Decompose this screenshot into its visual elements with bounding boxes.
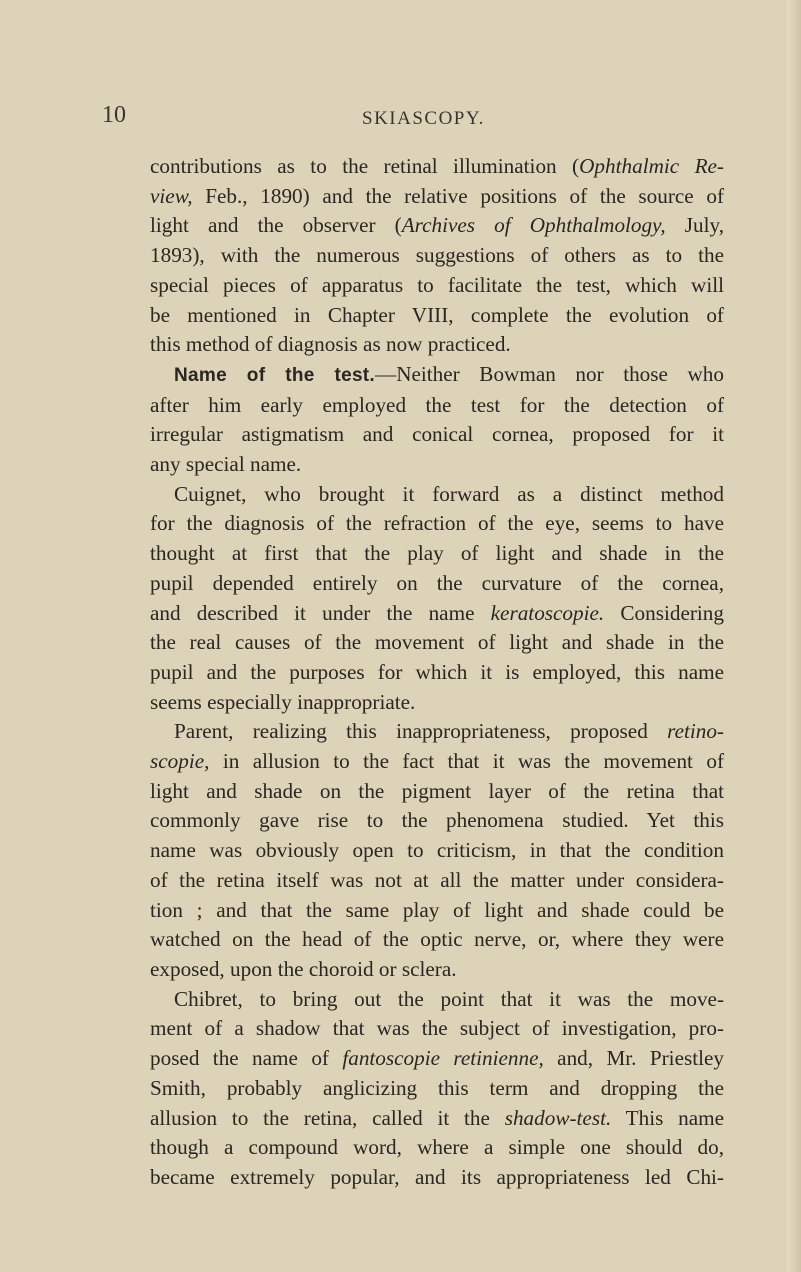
text-line: pupil and the purposes for which it is employed, this name — [150, 659, 724, 684]
text-line: this method of diagnosis as now practiced. — [150, 332, 511, 357]
text-line: Cuignet, who brought it forward as a distinct method — [174, 481, 724, 506]
text-line: exposed, upon the choroid or sclera. — [150, 956, 457, 981]
paragraph — [150, 985, 724, 1193]
paragraph — [150, 480, 724, 718]
text-line: though a compound word, where a simple one should do, — [150, 1135, 724, 1160]
text-line: seems especially inappropriate. — [150, 689, 416, 714]
text-line: thought at first that the play of light and shade in the — [150, 541, 724, 566]
page-number: 10 — [102, 102, 126, 128]
paragraph — [150, 152, 724, 360]
text-line: Name of the test.—Neither Bowman nor those who — [174, 361, 724, 386]
paragraph — [150, 717, 724, 984]
text-line: of the retina itself was not at all the matter under considera- — [150, 867, 724, 892]
running-head: SKIASCOPY. — [362, 108, 485, 129]
text-line: any special name. — [150, 452, 302, 477]
text-line: contributions as to the retinal illumination (Ophthalmic Re- — [150, 154, 724, 178]
text-line: view, Feb., 1890) and the relative positions of the source of — [150, 183, 724, 208]
text-line: watched on the head of the optic nerve, or, where they were — [150, 927, 724, 952]
text-line: allusion to the retina, called it the shadow-test. This name — [150, 1105, 724, 1130]
text-line: and described it under the name keratoscopie. Considering — [150, 600, 724, 625]
text-line: after him early employed the test for the detection of — [150, 392, 724, 417]
text-line: irregular astigmatism and conical cornea, proposed for it — [150, 422, 724, 447]
section-heading: Name of the test. — [174, 364, 376, 386]
text-line: became extremely popular, and its appropriateness led Chi- — [150, 1164, 724, 1189]
text-line: Parent, realizing this inappropriateness, proposed retino- — [174, 719, 724, 744]
text-line: Smith, probably anglicizing this term and dropping the — [150, 1075, 724, 1100]
text-line: special pieces of apparatus to facilitate the test, which will — [150, 272, 724, 297]
text-line: light and shade on the pigment layer of the retina that — [150, 778, 724, 803]
text-line: 1893), with the numerous suggestions of others as to the — [150, 243, 724, 268]
page-edge — [787, 0, 801, 1272]
text-line: the real causes of the movement of light and shade in the — [150, 630, 724, 655]
text-line: scopie, in allusion to the fact that it was the movement of — [150, 749, 724, 774]
text-line: light and the observer (Archives of Ophthalmology, July, — [150, 213, 724, 238]
text-line: name was obviously open to criticism, in that the condition — [150, 838, 724, 863]
paragraph — [150, 360, 724, 480]
text-line: for the diagnosis of the refraction of the eye, seems to have — [150, 511, 724, 536]
text-line: tion ; and that the same play of light and shade could be — [150, 897, 724, 922]
text-line: pupil depended entirely on the curvature of the cornea, — [150, 570, 724, 595]
body-text — [150, 152, 724, 1193]
text-line: posed the name of fantoscopie retinienne, and, Mr. Priestley — [150, 1046, 724, 1071]
page-header — [0, 102, 801, 138]
text-line: be mentioned in Chapter VIII, complete the evolution of — [150, 302, 724, 327]
text-line: ment of a shadow that was the subject of investigation, pro- — [150, 1016, 724, 1041]
text-line: Chibret, to bring out the point that it was the move- — [174, 986, 724, 1011]
text-line: commonly gave rise to the phenomena studied. Yet this — [150, 808, 724, 833]
